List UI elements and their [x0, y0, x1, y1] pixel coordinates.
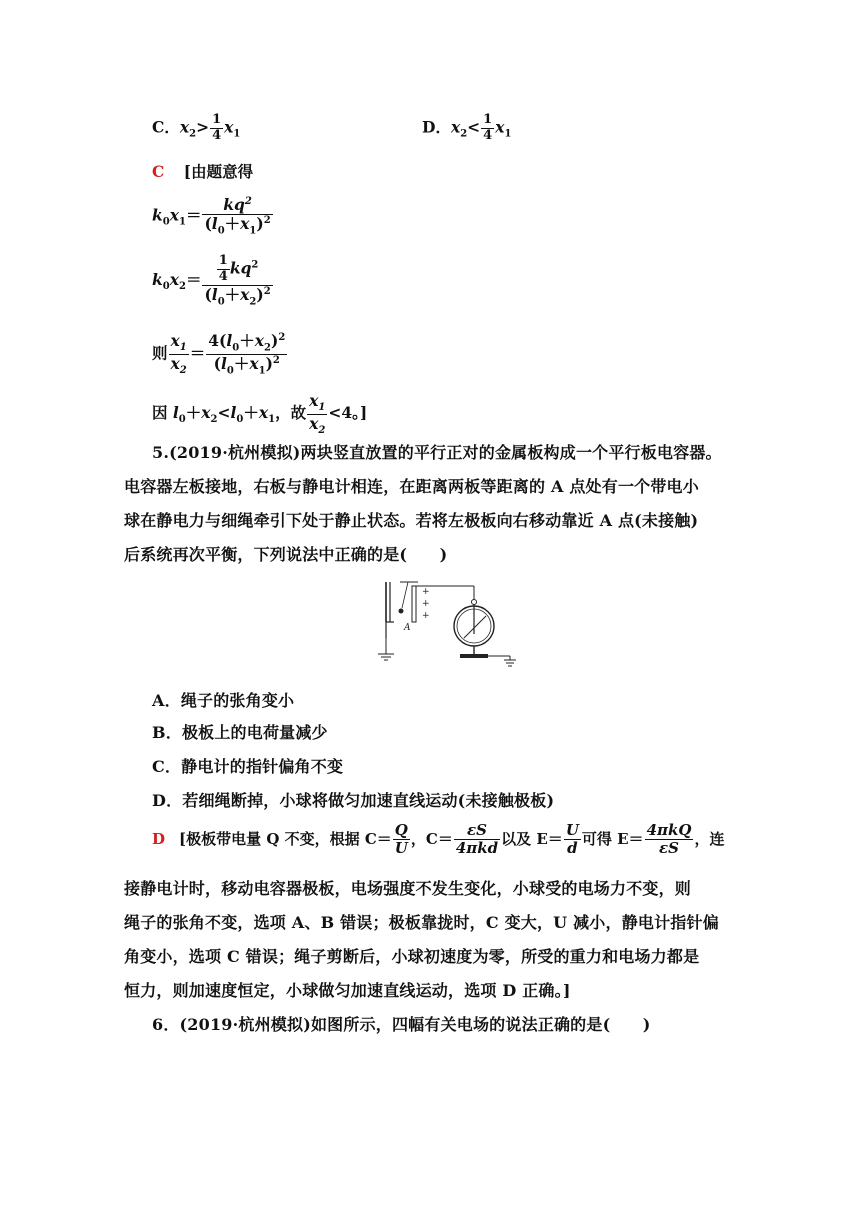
- equation-3: 则 $\frac{x_1}{x_2}$ ＝ $\frac{4(l_0+x_2)^2}{(l_0+x_1)^2}$: [152, 331, 286, 376]
- question-5-line-2: 电容器左板接地，右板与静电计相连，在距离两板等距离的 A 点处有一个带电小: [124, 477, 699, 496]
- capacitor-electrometer-figure: [374, 578, 520, 670]
- question-5-line-1: 5.(2019·杭州模拟)两块竖直放置的平行正对的金属板构成一个平行板电容器。: [152, 443, 722, 462]
- option-5-a: [152, 688, 294, 711]
- equation-prefix: 则: [152, 343, 168, 363]
- option-label: B．: [152, 723, 182, 742]
- point-a-label: A: [404, 623, 411, 633]
- question-5-line-3: 球在静电力与细绳牵引下处于静止状态。若将左极板向右移动靠近 A 点(未接触): [124, 511, 699, 530]
- answer-5-line-5: 恒力，则加速度恒定，小球做匀加速直线运动，选项 D 正确。]: [124, 981, 571, 1000]
- equation-1: $k_0x_1=$ $\frac{kq^2}{(l_0+x_1)^2}$: [152, 195, 271, 237]
- question-6-text: 6．(2019·杭州模拟)如图所示，四幅有关电场的说法正确的是( ): [152, 1015, 651, 1034]
- option-text: 极板上的电荷量减少: [181, 723, 328, 742]
- option-label: C．: [152, 117, 180, 137]
- option-label: D．: [422, 117, 451, 137]
- answer-intro: [由题意得: [183, 162, 254, 181]
- equation-2: $k_0x_2=$ $\frac{1}{4}$ $kq^2$ $(l_0+x_2)^2$: [152, 253, 271, 308]
- svg-text:+: +: [422, 599, 430, 609]
- answer-5-line-4: 角变小，选项 C 错误；绳子剪断后，小球初速度为零，所受的重力和电场力都是: [124, 947, 700, 966]
- option-text: 绳子的张角变小: [180, 691, 295, 710]
- option-label: A．: [152, 691, 181, 710]
- answer-4-header: [152, 160, 253, 182]
- prev-option-c: C．$x_2>$ $\frac{1}{4}$ $x_1$: [152, 112, 241, 143]
- svg-text:+: +: [422, 611, 430, 621]
- answer-5-line-2: 接静电计时，移动电容器极板，电场强度不发生变化，小球受的电场力不变，则: [124, 879, 692, 898]
- prev-option-d: D．$x_2<$ $\frac{1}{4}$ $x_1$: [422, 112, 512, 143]
- option-text: 静电计的指针偏角不变: [181, 757, 344, 776]
- option-5-c: [152, 754, 343, 777]
- option-5-d: [152, 788, 554, 811]
- equation-4: 因 $l_0+x_2<l_0+x_1$，故 $\frac{x_1}{x_2}$ <4。]: [152, 391, 368, 436]
- option-label: D．: [152, 791, 183, 810]
- svg-text:+: +: [422, 587, 430, 597]
- option-text: 若细绳断掉，小球将做匀加速直线运动(未接触极板): [182, 791, 555, 810]
- answer-letter: C: [152, 162, 165, 181]
- option-5-b: [152, 720, 328, 743]
- answer-5-line-3: 绳子的张角不变，选项 A、B 错误；极板靠拢时，C 变大，U 减小，静电计指针偏: [124, 913, 719, 932]
- answer-letter: D: [152, 829, 166, 848]
- answer-5-line-1: D [极板带电量 Q 不变，根据 C＝ $\frac{Q}{U}$ ，C＝ $\frac{\varepsilon S}{\text{4πkd}}$ 以及 E＝ $\frac{U}{d}$ 可得 E＝ $\frac{\text{4πkQ}}{\varepsilon S}$ ，连: [152, 821, 725, 858]
- question-5-line-4: 后系统再次平衡，下列说法中正确的是( ): [124, 545, 448, 564]
- option-label: C．: [152, 757, 182, 776]
